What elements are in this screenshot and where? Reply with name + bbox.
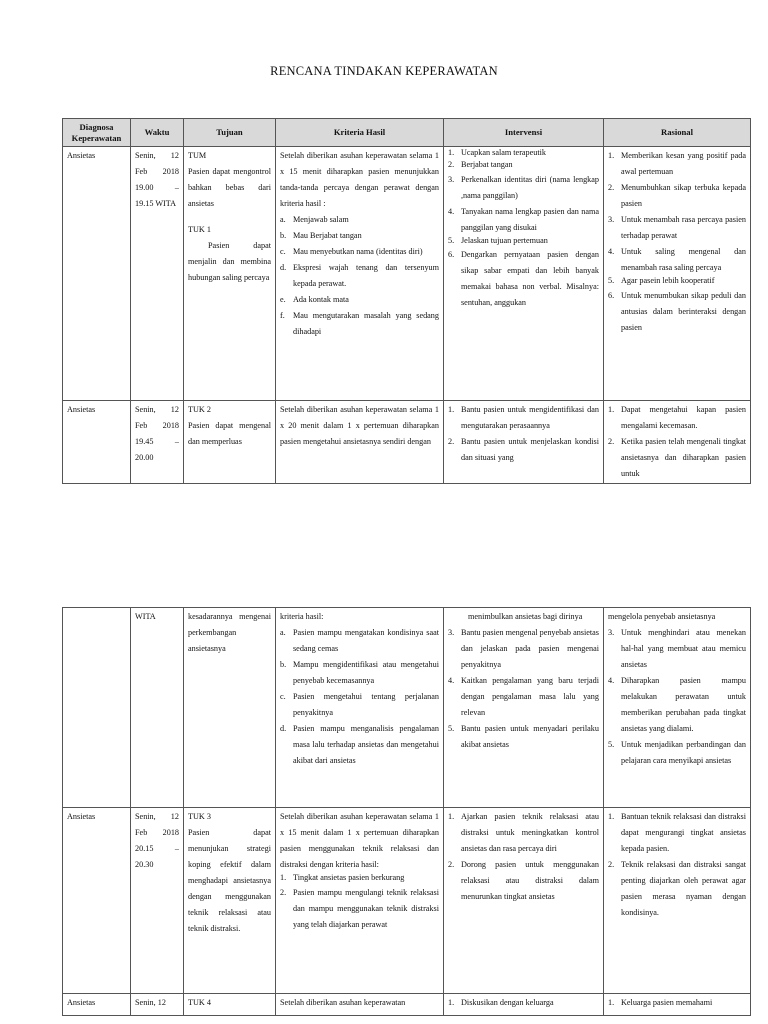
diagnosa-cell [63,608,131,808]
intervensi-cell [444,401,604,484]
list-item: 4. Diharapkan pasien mampu melakukan perawatan untuk memberikan perubahan pada tingkat ansietas yang dialami. [608,675,746,733]
kriteria-cell: Setelah diberikan asuhan keperawatan selama 1 x 20 menit dalam 1 x pertemuan diharapkan pasien mengetahui ansietasnya sendiri dengan [276,401,444,484]
list-item: 5. Agar pasein lebih kooperatif [608,275,715,285]
tuk-label: TUK 3 [188,812,211,821]
intervensi-cell [444,808,604,994]
list-item: 6. Untuk menumbukan sikap peduli dan antusias dalam berinteraksi dengan pasien [608,290,746,332]
rasional-lead: mengelola penyebab ansietasnya [608,612,716,621]
list-item: e. Ada kontak mata [280,294,349,304]
diagnosa-cell: Ansietas [63,994,131,1016]
tuk-label: TUK 1 [188,224,211,234]
intervensi-cell [444,608,604,808]
rasional-cell [604,808,751,994]
list-item: c. Pasien mengetahui tentang perjalanan penyakitnya [280,691,439,717]
list-item: 2. Dorong pasien untuk menggunakan relaksasi atau distraksi dalam menurunkan tingkat ansietas [448,859,599,901]
tum-text: Pasien dapat mengontrol bahkan bebas dari ansietas [188,166,271,208]
tujuan-cell: kesadarannya mengenai perkembangan ansietasnya [184,608,276,808]
rasional-cell [604,147,751,401]
header-rasional: Rasional [604,119,751,147]
intervensi-lead: menimbulkan ansietas bagi dirinya [468,612,583,621]
rasional-cell [604,994,751,1016]
care-plan-table-page-1 [62,118,751,484]
list-item: a. Menjawab salam [280,214,349,224]
tujuan-cell [184,401,276,484]
table-row [63,808,751,994]
header-intervensi: Intervensi [444,119,604,147]
list-item: 2. Pasien mampu mengulangi teknik relaksasi dan mampu menggunakan teknik distraksi yang telah diajarkan perawat [280,887,439,929]
kriteria-intro: Setelah diberikan asuhan keperawatan selama 1 x 15 menit dalam 1 x pertemuan diharapkan pasien menggunakan teknik relaksasi dan distraksi dengan kriteria hasil: [280,812,439,869]
list-item: 1. Ucapkan salam terapeutik [448,148,547,157]
kriteria-cell [276,808,444,994]
tum-label: TUM [188,151,207,160]
waktu-cell: Senin, 12 Feb 2018 19.45 – 20.00 [131,401,184,484]
list-item: d. Ekspresi wajah tenang dan tersenyum kepada perawat. [280,262,439,288]
tuk-text: Pasien dapat menunjukan strategi koping efektif dalam menghadapi ansietasnya dengan menggunakan teknik relaksasi atau teknik distraksi. [188,827,271,933]
diagnosa-cell: Ansietas [63,808,131,994]
list-item: 5. Untuk menjadikan perbandingan dan pelajaran cara menyikapi ansietas [608,739,746,765]
list-item: 1. Ajarkan pasien teknik relaksasi atau distraksi untuk meningkatkan kontrol ansietas dan rasa percaya diri [448,812,599,853]
list-item: 1. Keluarga pasien memahami [608,998,713,1007]
header-tujuan: Tujuan [184,119,276,147]
waktu-cell: Senin, 12 Feb 2018 19.00 – 19.15 WITA [131,147,184,401]
table-row [63,608,751,808]
kriteria-cell: Setelah diberikan asuhan keperawatan [276,994,444,1016]
table-row [63,401,751,484]
care-plan-table-page-2 [62,607,751,1016]
waktu-cell: Senin, 12 [131,994,184,1016]
list-item: 1. Memberikan kesan yang positif pada awal pertemuan [608,151,746,176]
waktu-cell: Senin, 12 Feb 2018 20.15 – 20.30 [131,808,184,994]
tuk-text: Pasien dapat menjalin dan membina hubungan saling percaya [188,240,271,282]
table-header-row [63,119,751,147]
list-item: 1. Bantu pasien untuk mengidentifikasi dan mengutarakan perasaannya [448,405,599,430]
list-item: 2. Ketika pasien telah mengenali tingkat ansietasnya dan diharapkan pasien untuk [608,436,746,478]
list-item: 5. Bantu pasien untuk menyadari perilaku akibat ansietas [448,723,599,749]
list-item: b. Mampu mengidentifikasi atau mengetahui penyebab kecemasannya [280,659,439,685]
diagnosa-cell: Ansietas [63,401,131,484]
tujuan-cell: TUK 4 [184,994,276,1016]
table-row [63,147,751,401]
list-item: 5. Jelaskan tujuan pertemuan [448,235,548,245]
kriteria-intro: Setelah diberikan asuhan keperawatan selama 1 x 15 menit diharapkan pasien menunjukkan tanda-tanda percaya dengan perawat dengan kriteria hasil : [280,151,439,208]
tujuan-cell [184,808,276,994]
list-item: 2. Berjabat tangan [448,159,513,169]
diagnosa-cell: Ansietas [63,147,131,401]
header-diagnosa: Diagnosa Keperawatan [63,119,131,147]
list-item: 4. Tanyakan nama lengkap pasien dan nama panggilan yang disukai [448,206,599,232]
list-item: 3. Untuk menghindari atau menekan hal-hal yang membuat atau memicu ansietas [608,627,746,669]
kriteria-intro: kriteria hasil: [280,612,324,621]
list-item: 6. Dengarkan pernyataan pasien dengan sikap sabar empati dan lebih banyak memakai bahasa non verbal. Misalnya: sentuhan, anggukan [448,250,599,308]
list-item: 1. Tingkat ansietas pasien berkurang [280,872,405,882]
list-item: 2. Menumbuhkan sikap terbuka kepada pasien [608,182,746,208]
kriteria-cell [276,608,444,808]
rasional-cell [604,401,751,484]
list-item: d. Pasien mampu menganalisis pengalaman masa lalu terhadap ansietas dan mengetahui akibat dari ansietas [280,723,439,765]
intervensi-cell [444,994,604,1016]
kriteria-cell [276,147,444,401]
list-item: 3. Untuk menambah rasa percaya pasien terhadap perawat [608,214,746,240]
rasional-cell [604,608,751,808]
document-title: RENCANA TINDAKAN KEPERAWATAN [270,64,498,78]
intervensi-cell [444,147,604,401]
list-item: 2. Teknik relaksasi dan distraksi sangat penting diajarkan oleh perawat agar pasien merasa nyaman dengan kondisinya. [608,859,746,917]
table-row [63,994,751,1016]
header-kriteria: Kriteria Hasil [276,119,444,147]
list-item: 4. Kaitkan pengalaman yang baru terjadi dengan pengalaman masa lalu yang relevan [448,675,599,717]
list-item: b. Mau Berjabat tangan [280,230,362,240]
list-item: 4. Untuk saling mengenal dan menambah rasa saling percaya [608,246,746,272]
list-item: 1. Bantuan teknik relaksasi dan distraksi dapat mengurangi tingkat ansietas kepada pasien. [608,812,746,853]
list-item: 1. Dapat mengetahui kapan pasien mengalami kecemasan. [608,405,746,430]
list-item: a. Pasien mampu mengatakan kondisinya saat sedang cemas [280,627,439,653]
list-item: 3. Perkenalkan identitas diri (nama lengkap ,nama panggilan) [448,174,599,200]
list-item: f. Mau mengutarakan masalah yang sedang dihadapi [280,310,439,336]
tuk-label: TUK 2 [188,405,211,414]
list-item: 3. Bantu pasien mengenal penyebab ansietas dan jelaskan pada pasien mengenai penyakitnya [448,627,599,669]
list-item: 2. Bantu pasien untuk menjelaskan kondisi dan situasi yang [448,436,599,462]
waktu-cell: WITA [131,608,184,808]
tuk-text: Pasien dapat mengenal dan memperluas [188,420,271,446]
list-item: 1. Diskusikan dengan keluarga [448,998,554,1007]
list-item: c. Mau menyebutkan nama (identitas diri) [280,246,423,256]
header-waktu: Waktu [131,119,184,147]
tujuan-cell [184,147,276,401]
